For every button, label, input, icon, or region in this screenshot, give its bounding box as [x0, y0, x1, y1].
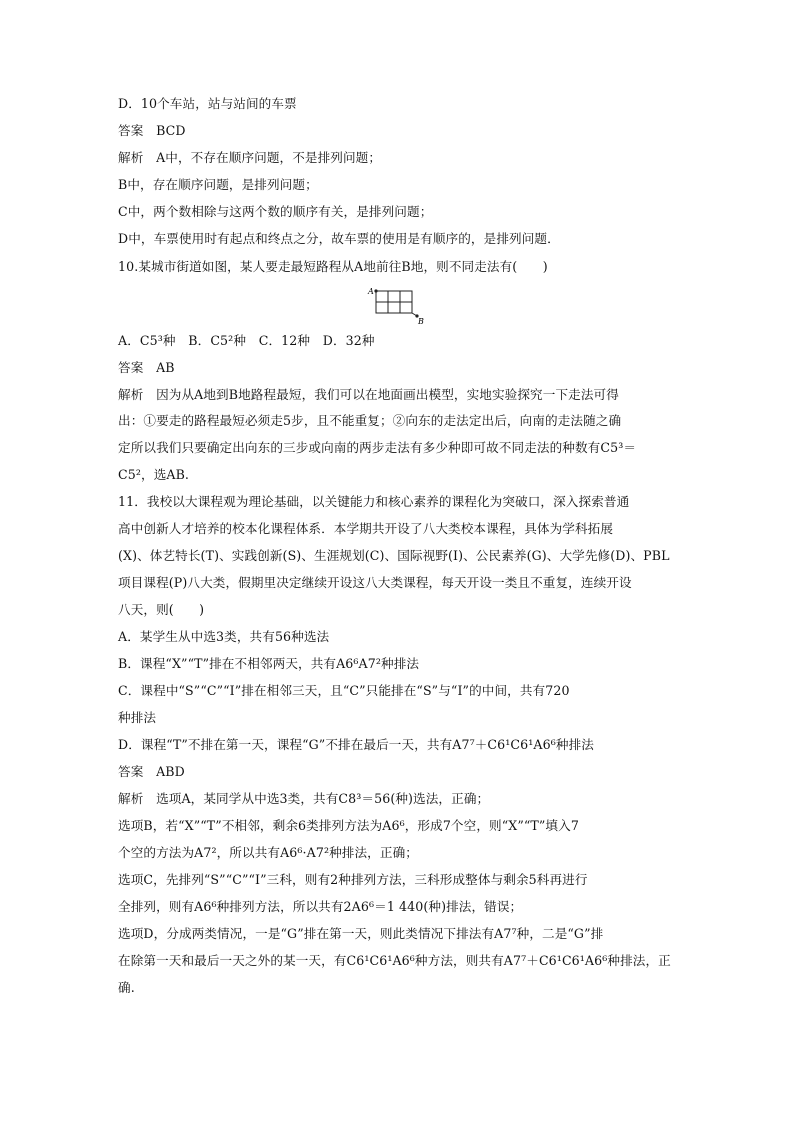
answer-line: 答案 AB [118, 360, 175, 375]
analysis-line: 个空的方法为A7²，所以共有A6⁶·A7²种排法，正确； [118, 845, 418, 860]
answer-line: 答案 ABD [118, 764, 185, 779]
analysis-line: 出：①要走的路程最短必须走5步，且不能重复；②向东的走法定出后，向南的走法随之确 [118, 413, 622, 428]
analysis-line: 解析 选项A，某同学从中选3类，共有C8³＝56(种)选法，正确； [118, 791, 490, 806]
analysis-line: 选项C，先排列“S”“C”“I”三科，则有2种排列方法，三科形成整体与剩余5科再进行 [118, 872, 588, 887]
analysis-line: 解析 因为从A地到B地路程最短，我们可以在地面画出模型，实地实验探究一下走法可得 [118, 387, 619, 402]
analysis-line: 确. [118, 980, 135, 995]
analysis-line: C5²，选AB. [118, 467, 190, 482]
point-b-label: B [418, 317, 424, 326]
option-a-text: A．某学生从中选3类，共有56种选法 [118, 629, 330, 644]
question-11-stem: 项目课程(P)八大类，假期里决定继续开设这八大类课程，每天开设一类且不重复，连续开设 [118, 575, 632, 590]
analysis-line: C中，两个数相除与这两个数的顺序有关，是排列问题； [118, 204, 433, 219]
option-d-text: D．课程“T”不排在第一天，课程“G”不排在最后一天，共有A7⁷＋C6¹C6¹A6⁶种排法 [118, 737, 594, 752]
question-10-options: A．C5³种 B．C5²种 C．12种 D．32种 [118, 333, 375, 348]
option-d-text: D．10个车站，站与站间的车票 [118, 96, 297, 111]
analysis-line: 在除第一天和最后一天之外的某一天，有C6¹C6¹A6⁶种方法，则共有A7⁷＋C6¹C6¹A6⁶种排法，正 [118, 953, 671, 968]
analysis-line: 全排列，则有A6⁶种排列方法，所以共有2A6⁶＝1 440(种)排法，错误； [118, 899, 523, 914]
question-11-stem: 高中创新人才培养的校本化课程体系．本学期共开设了八大类校本课程，具体为学科拓展 [118, 521, 614, 536]
analysis-line: 定所以我们只要确定出向东的三步或向南的两步走法有多少种即可故不同走法的种数有C5³＝ [118, 440, 637, 455]
question-11-stem: 八天，则( ) [118, 602, 205, 617]
option-c-text: C．课程中“S”“C”“I”排在相邻三天，且“C”只能排在“S”与“I”的中间，共有720 [118, 683, 570, 698]
street-grid-lines [376, 291, 417, 316]
question-11-stem: (X)、体艺特长(T)、实践创新(S)、生涯规划(C)、国际视野(I)、公民素养(G)、大学先修(D)、PBL [118, 548, 670, 563]
analysis-line: B中，存在顺序问题，是排列问题； [118, 177, 318, 192]
analysis-line: 解析 A中，不存在顺序问题，不是排列问题； [118, 150, 382, 165]
question-11-stem: 11．我校以大课程观为理论基础，以关键能力和核心素养的课程化为突破口，深入探索普通 [118, 494, 630, 509]
option-b-text: B．课程“X”“T”排在不相邻两天，共有A6⁶A7²种排法 [118, 656, 420, 671]
analysis-line: D中，车票使用时有起点和终点之分，故车票的使用是有顺序的，是排列问题． [118, 231, 560, 246]
option-c-text: 种排法 [118, 710, 157, 725]
analysis-line: 选项B，若“X”“T”不相邻，剩余6类排列方法为A6⁶，形成7个空，则“X”“T”填入7 [118, 818, 579, 833]
point-a-marker [374, 289, 377, 292]
analysis-line: 选项D，分成两类情况，一是“G”排在第一天，则此类情况下排法有A7⁷种，二是“G”排 [118, 926, 604, 941]
point-a-label: A [368, 287, 374, 296]
question-10-stem: 10.某城市街道如图，某人要走最短路程从A地前往B地，则不同走法有( ) [118, 259, 548, 274]
answer-line: 答案 BCD [118, 123, 186, 138]
street-grid-figure [362, 284, 430, 326]
